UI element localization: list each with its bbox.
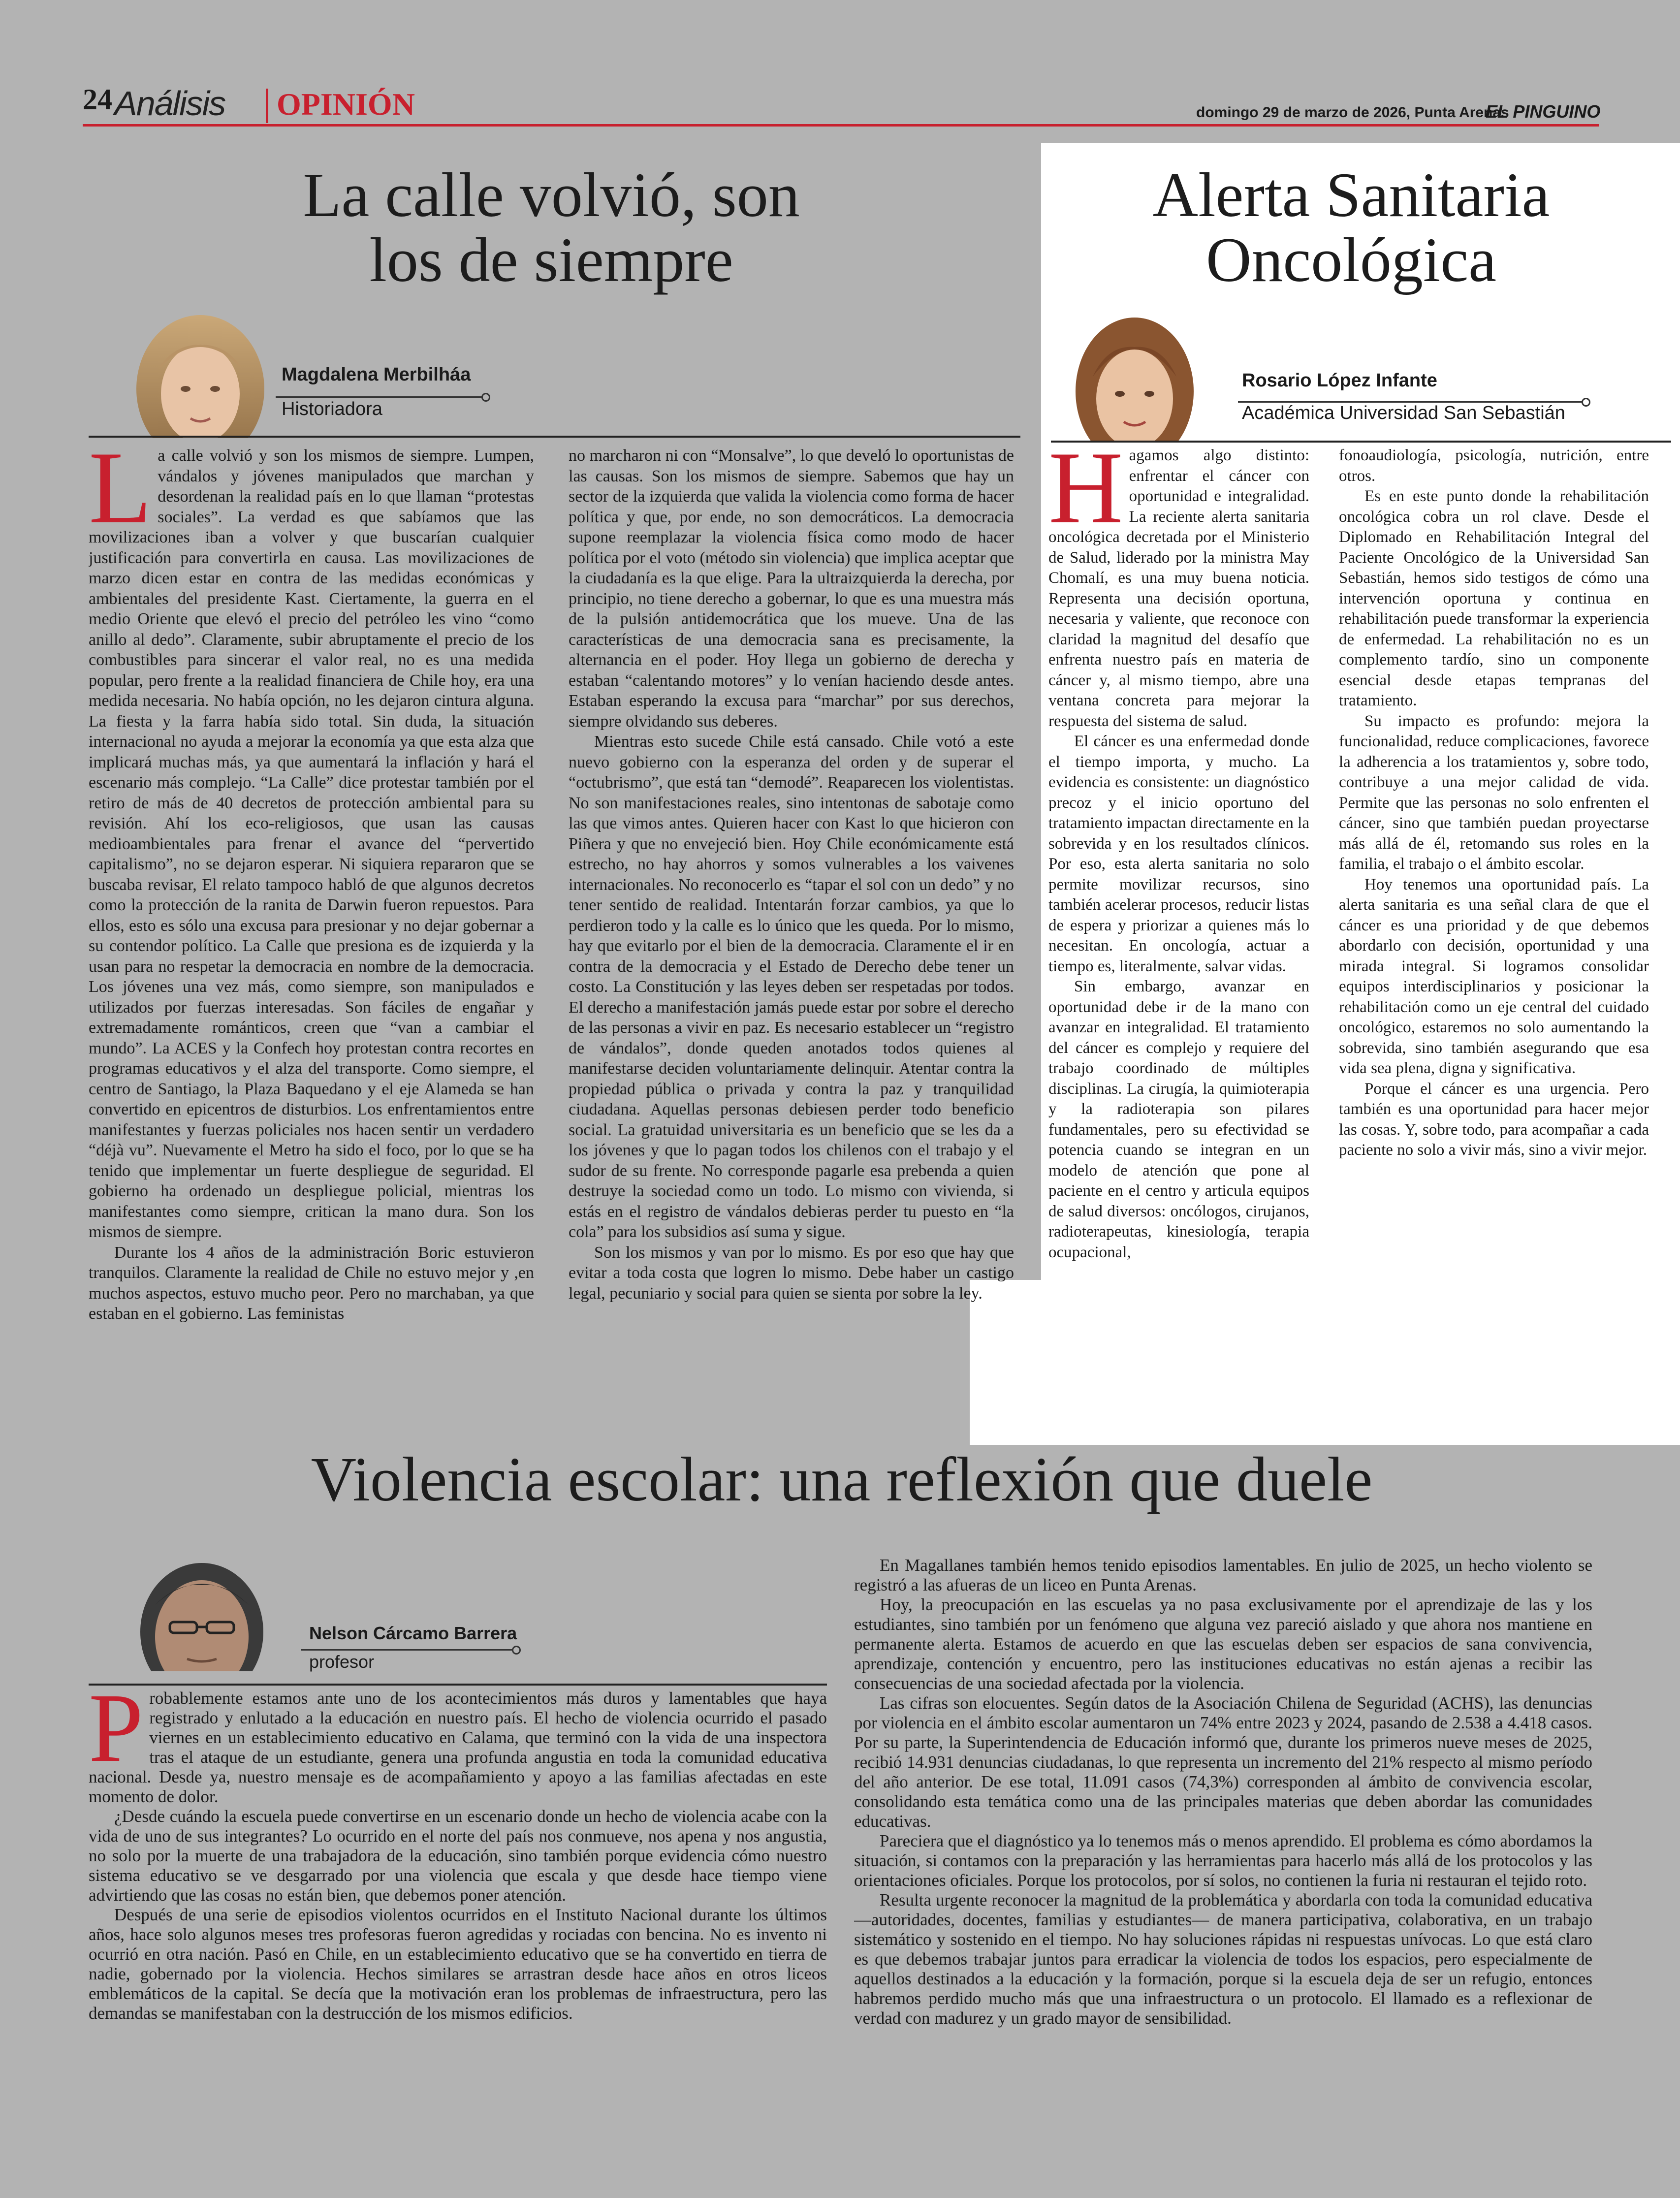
article3-author-avatar (121, 1558, 283, 1671)
author-photo-icon (129, 315, 272, 438)
article1-title-line2: los de siempre (369, 225, 733, 295)
article1-author-rule-end (481, 393, 490, 402)
article3 (0, 1442, 1680, 2191)
article1-title (84, 160, 1019, 295)
article1-rule (89, 436, 1020, 438)
article2-paragraph: Hoy tenemos una oportunidad país. La alerta sanitaria es una señal clara de que el cáncer es una prioridad y de que debemos abordarlo con decisión, oportunidad y una mirada integral. Si logramos consolidar equipos interdisciplinarios y posicionar la rehabilitación como un eje central del cuidado oncológico, estaremos no solo aumentando la sobrevida, sino también asegurando que esa vida sea plena, digna y significativa. (1339, 875, 1649, 1077)
article3-paragraph: Después de una serie de episodios violentos ocurridos en el Instituto Nacional durante los últimos años, hace solo algunos meses tres profesoras fueron agredidas y rociadas con bencina. No es invento ni ocurrió en otra nación. Pasó en Chile, en un establecimiento educativo que se ha convertido en tierra de nadie, gobernado por la violencia. Hechos similares se arrastran desde hace años en otros liceos emblemáticos de la capital. Se decía que la motivación eran los problemas de infraestructura, pero las demandas se manifestaban con la destrucción de los mismos edificios. (89, 1905, 827, 2023)
section-opinion: OPINIÓN (277, 87, 415, 122)
article2-column1 (1048, 446, 1309, 1578)
section-analisis: Análisis (114, 84, 225, 123)
article2-paragraph: Es en este punto donde la rehabilitación oncológica cobra un rol clave. Desde el Diplomado en Rehabilitación Integral del Paciente Oncológico de la Universidad San Sebastián, hemos sido testigos de cómo una intervención oportuna y continua en rehabilitación puede transformar la experiencia de enfermedad. La rehabilitación no es un complemento tardío, sino un componente esencial desde etapas tempranas del tratamiento. (1339, 487, 1649, 709)
article2-author-name: Rosario López Infante (1242, 370, 1437, 391)
article1-author-name: Magdalena Merbilháa (282, 364, 471, 385)
article1-paragraph: no marcharon ni con “Monsalve”, lo que develó lo oportunistas de las causas. Son los mismos de siempre. Sabemos que hay un sector de la izquierda que valida la violencia como forma de hacer política y que, por ende, no son democráticos. La democracia supone reemplazar la violencia física como modo de hacer política por el voto (método sin violencia) que implica aceptar que la ciudadanía es la que elige. Para la ultraizquierda la derecha, por principio, no tiene derecho a gobernar, lo que es una muestra más de la pulsión antidemocrática que los mueve. Una de las características de una democracia sana es precisamente, la alternancia en el poder. Hoy llega un gobierno de derecha y estaban “calentando motores” y lo venían haciendo desde antes. Estaban esperando la excusa para “marchar” por sus derechos, siempre olvidando sus deberes. (569, 446, 1014, 731)
article1-title-line1: La calle volvió, son (303, 160, 800, 230)
article2-author-rule-end (1582, 398, 1590, 407)
article2-drop-cap: H (1048, 446, 1123, 545)
article1-drop-cap: L (89, 446, 152, 545)
article2-paragraph: Su impacto es profundo: mejora la funcionalidad, reduce complicaciones, favorece la adherencia a los tratamientos y, sobre todo, contribuye a una mejor calidad de vida. Permite que las personas no solo enfrenten el cáncer, sino que también puedan proyectarse más allá de él, retomando sus roles en la familia, el trabajo o el ámbito escolar. (1339, 712, 1649, 873)
article1-author-role: Historiadora (282, 399, 382, 419)
article3-paragraph: En Magallanes también hemos tenido episodios lamentables. En julio de 2025, un hecho violento se registró a las afueras de un liceo en Punta Arenas. (854, 1556, 1592, 1594)
article3-paragraph: Resulta urgente reconocer la magnitud de la problemática y abordarla con toda la comunidad educativa —autoridades, docentes, familias y estudiantes— de manera participativa, colaborativa, en un trabajo sistemático y sostenido en el tiempo. No hay soluciones rápidas ni respuestas unívocas. Lo que está claro es que debemos trabajar juntos para erradicar la violencia de todos los espacios, pero especialmente de aquellos destinados a la educación y la formación, porque si la escuela deja de ser un refugio, entonces habremos perdido mucho más que una infraestructura o un protocolo. El llamado es a reflexionar de verdad con madurez y un grado mayor de sensibilidad. (854, 1890, 1592, 2028)
article2 (1041, 148, 1680, 1437)
article2-author-avatar (1066, 318, 1204, 441)
article2-title-line2: Oncológica (1206, 225, 1496, 295)
article3-paragraph: Pareciera que el diagnóstico ya lo tenemos más o menos aprendido. El problema es cómo abordamos la situación, si contamos con la preparación y las herramientas para hacerlo más allá de los protocolos y las orientaciones oficiales. Porque los protocolos, por sí solos, no contienen la furia ni restauran el tejido roto. (854, 1831, 1592, 1890)
article2-paragraph: El cáncer es una enfermedad donde el tiempo importa, y mucho. La evidencia es consistente: un diagnóstico precoz y el inicio oportuno del tratamiento impactan directamente en la sobrevida y en los resultados clínicos. Por eso, esta alerta sanitaria no solo permite movilizar recursos, sino también acelerar procesos, reducir listas de espera y priorizar a quienes más lo necesitan. En oncología, actuar a tiempo es, literalmente, salvar vidas. (1048, 733, 1309, 975)
article1 (0, 148, 1034, 1428)
author-photo-icon (121, 1558, 283, 1671)
article2-paragraph: Sin embargo, avanzar en oportunidad debe ir de la mano con avanzar en integralidad. El tratamiento del cáncer es complejo y requiere del trabajo coordinado de múltiples disciplinas. La cirugía, la quimioterapia y la radioterapia son pilares fundamentales, pero su efectividad se potencia cuando se integran en un modelo de atención que pone al paciente en el centro y articula equipos de salud diversos: oncólogos, cirujanos, radioterapeutas, kinesiología, terapia ocupacional, (1048, 978, 1309, 1261)
article3-paragraph: Hoy, la preocupación en las escuelas ya no pasa exclusivamente por el aprendizaje de las y los estudiantes, sino también por un fenómeno que alguna vez pareció aislado y que ahora nos mantiene en permanente alerta. Estamos de acuerdo en que las escuelas deben ser espacios de sana convivencia, aprendizaje, contención y encuentro, pero las instituciones educativas no están ajenas a recibir las consecuencias de una sociedad afectada por la violencia. (854, 1595, 1592, 1693)
article2-author-role: Académica Universidad San Sebastián (1242, 403, 1565, 423)
page-header (0, 0, 1680, 133)
article3-column2 (854, 1556, 1592, 2191)
article1-paragraph: Son los mismos y van por lo mismo. Es por eso que hay que evitar a toda costa que logren lo mismo. Debe haber un castigo legal, pecuniario y social para quien se sienta por sobre la ley. (569, 1243, 1014, 1303)
article1-paragraph: Durante los 4 años de la administración Boric estuvieron tranquilos. Claramente la realidad de Chile no estuvo mejor y ,en muchos aspectos, estuvo mucho peor. Pero no marchaban, ya que estaban en el gobierno. Las feministas (89, 1243, 534, 1323)
article3-paragraph: ¿Desde cuándo la escuela puede convertirse en un escenario donde un hecho de violencia acabe con la vida de uno de sus integrantes? Lo ocurrido en el norte del país nos conmueve, nos apena y nos angustia, no solo por la muerte de una trabajadora de la educación, sino también porque evidencia cómo nuestro sistema educativo se ve desgarrado por una violencia que escala y que desde hace tiempo viene advirtiendo que las cosas no están bien, que debemos poner atención. (89, 1807, 827, 1905)
article3-author-rule-end (512, 1646, 521, 1655)
article1-column2 (569, 446, 1014, 1578)
article2-paragraph: fonoaudiología, psicología, nutrición, entre otros. (1339, 446, 1649, 485)
newspaper-name: EL PINGUINO (1486, 101, 1601, 122)
article2-column2 (1339, 446, 1649, 1578)
article2-rule (1051, 441, 1671, 443)
article1-column1 (89, 446, 534, 1578)
article1-paragraph: a calle volvió y son los mismos de siempre. Lumpen, vándalos y jóvenes manipulados que marchan y desordenan la realidad país en lo que llaman “protestas sociales”. La verdad es que sabíamos que las movilizaciones iban a volver y que buscarían cualquier justificación para convertirla en causa. Las movilizaciones de marzo dicen estar en contra de las medidas económicas y ambientales del presidente Kast. Ciertamente, la guerra en el medio Oriente que elevó el precio del petróleo les vino “como anillo al dedo”. Claramente, subir abruptamente el precio de los combustibles para sincerar el valor real, no es una medida popular, pero frente a la realidad financiera de Chile hoy, era una medida necesaria. No había opción, no les dejaron cintura alguna. La fiesta y la farra había sido total. Sin duda, la situación internacional no ayuda a mejorar la economía ya que esta alza que implicará muchas más, ya que aumentará la inflación y hará el escenario más complejo. “La Calle” dice protestar también por el retiro de más de 40 decretos de protección ambiental para su revisión. Ahí los eco-religiosos, que usan las causas medioambientales para frenar el avance del “pervertido capitalismo”, no se dejaron esperar. Ni siquiera repararon que se buscaba revisar, El relato tampoco habló de que algunos decretos como la protección de la ranita de Darwin fueron repuestos. Para ellos, esto es sólo una excusa para presionar y no dejar gobernar a su contendor político. La Calle que presiona es de izquierda y la usan para no respetar la democracia en nombre de la democracia. Los jóvenes una vez más, como siempre, son manipulados e utilizados por fuerzas interesadas. Son fáciles de engañar y extremadamente románticos, creen que “van a cambiar el mundo”. La ACES y la Confech hoy protestan contra recortes en programas educativos y el alza del transporte. Como siempre, el centro de Santiago, la Plaza Baquedano y el eje Alameda se han convertido en epicentros de disturbios. Los enfrentamientos entre manifestantes y fuerzas policiales nos hacen sentir un verdadero “déjà vu”. Nuevamente el Metro ha sido el foco, por lo que se ha tenido que implementar un fuerte despliegue de seguridad. El gobierno ha ordenado un despliegue policial, mientras los manifestantes como siempre, critican la mano dura. Son los mismos de siempre. (89, 446, 534, 1241)
article3-author-name: Nelson Cárcamo Barrera (309, 1623, 517, 1643)
article2-title (1041, 160, 1661, 295)
article3-paragraph: Las cifras son elocuentes. Según datos de la Asociación Chilena de Seguridad (ACHS), las denuncias por violencia en el ámbito escolar aumentaron un 74% entre 2023 y 2024, pasando de 2.538 a 4.418 casos. Por su parte, la Superintendencia de Educación informó que, durante los primeros nueve meses de 2025, recibió 14.931 denuncias ciudadanas, lo que representa un incremento del 21% respecto al mismo período del año anterior. De ese total, 11.091 casos (74,3%) corresponden al ámbito de convivencia escolar, consolidando esta temática como una de las principales materias que deben abordar las comunidades educativas. (854, 1693, 1592, 1831)
section-divider (266, 89, 268, 123)
article3-author-rule (301, 1649, 513, 1651)
article2-paragraph: agamos algo distinto: enfrentar el cáncer con oportunidad e integralidad. La reciente alerta sanitaria oncológica decretada por el Ministerio de Salud, liderado por la ministra May Chomalí, es una muy buena noticia. Representa una decisión oportuna, necesaria y valiente, que reconoce con claridad la magnitud del desafío que enfrenta nuestro país en materia de cáncer y, al mismo tiempo, abre una ventana concreta para mejorar la respuesta del sistema de salud. (1048, 446, 1309, 730)
article3-rule (89, 1684, 827, 1686)
article3-column1 (89, 1688, 827, 2191)
header-rule (83, 124, 1599, 127)
article3-paragraph: robablemente estamos ante uno de los acontecimientos más duros y lamentables que haya registrado y enlutado a la educación en nuestro país. El hecho de violencia ocurrido el pasado viernes en un establecimiento educativo en Calama, que terminó con la vida de una inspectora tras el ataque de un estudiante, genera una profunda angustia en toda la comunidad educativa nacional. Desde ya, nuestro mensaje es de acompañamiento y apoyo a las familias afectadas en este momento de dolor. (89, 1688, 827, 1806)
article3-author-role: profesor (309, 1652, 375, 1672)
author-photo-icon (1066, 318, 1204, 441)
page-number: 24 (83, 83, 112, 116)
article1-author-rule (276, 396, 482, 398)
article1-paragraph: Mientras esto sucede Chile está cansado. Chile votó a este nuevo gobierno con la esperanza del orden y de superar el “octubrismo”, que está tan “demodé”. Reaparecen los violentistas. No son manifestaciones reales, sino intentonas de sabotaje como las que vimos antes. Quieren hacer con Kast lo que hicieron con Piñera y que no envejeció bien. Hoy Chile económicamente está estrecho, no hay ahorros y somos vulnerables a los vaivenes internacionales. No reconocerlo es “tapar el sol con un dedo” y no tener sentido de realidad. Intentarán forzar cambios, ya que lo perdieron todo y la calle es lo único que les queda. Por lo mismo, hay que evitarlo por el bien de la democracia. Claramente el ir en contra de la democracia y el Estado de Derecho debe tener un costo. La Constitución y las leyes deben ser respetadas por todos. El derecho a manifestación jamás puede estar por sobre el derecho de las personas a vivir en paz. Es necesario establecer un “registro de vándalos”, donde queden anotados todos quienes al manifestarse deciden voluntariamente delinquir. Atentar contra la propiedad pública o privada y contra la paz y tranquilidad ciudadana. Aquellas personas debiesen perder todo beneficio social. La gratuidad universitaria es un beneficio que se les da a los jóvenes y que lo pagan todos los chilenos con el trabajo y el sudor de su frente. No corresponde pagarle esa prebenda a quien destruye la sociedad como un todo. Lo mismo con vivienda, si estás en el registro de vándalos debieras perder tu puesto en “la cola” para los subsidios así suma y sigue. (569, 733, 1014, 1241)
article2-paragraph: Porque el cáncer es una urgencia. Pero también es una oportunidad para hacer mejor las cosas. Y, sobre todo, para acompañar a cada paciente no solo a vivir más, sino a vivir mejor. (1339, 1080, 1649, 1159)
date-place: domingo 29 de marzo de 2026, Punta Arenas (1196, 104, 1509, 121)
article3-title: Violencia escolar: una reflexión que duele (311, 1444, 1373, 1514)
article2-title-line1: Alerta Sanitaria (1152, 160, 1550, 230)
article1-author-avatar (129, 315, 272, 438)
article3-drop-cap: P (89, 1688, 144, 1783)
